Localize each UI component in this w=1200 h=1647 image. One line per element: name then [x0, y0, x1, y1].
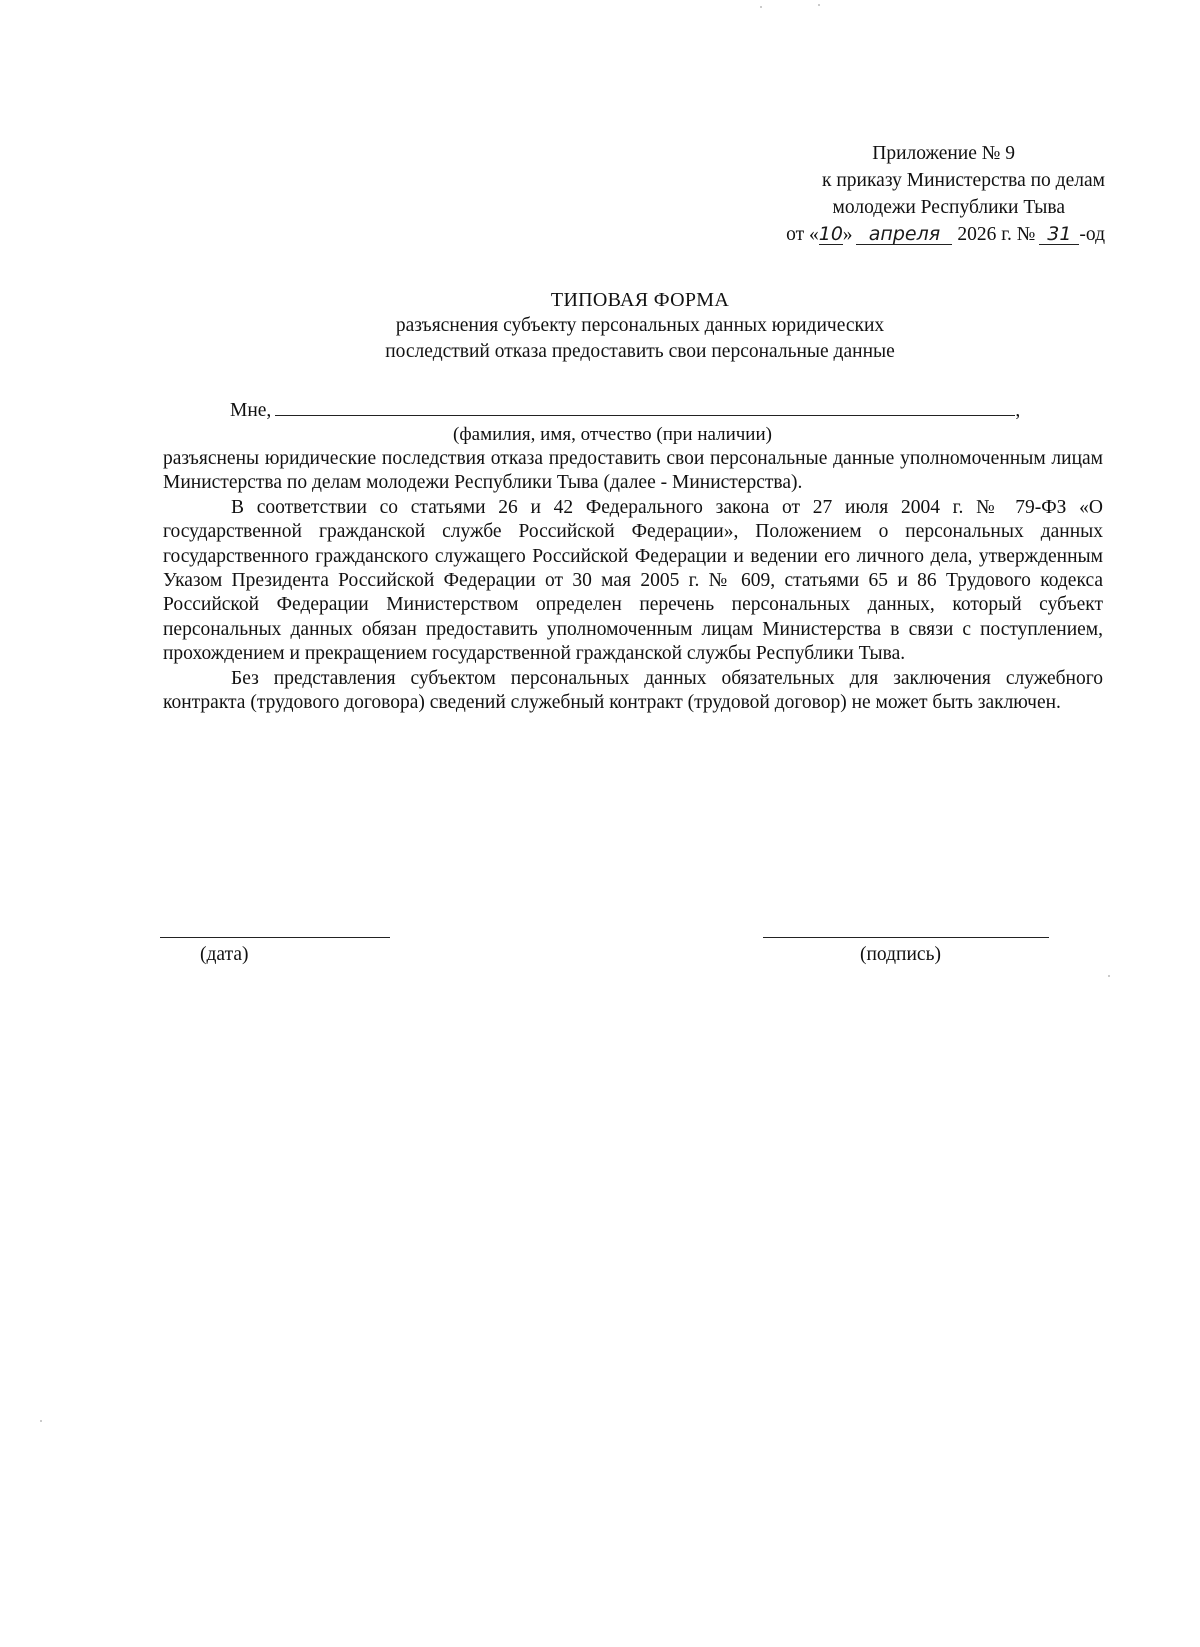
scan-speck: [760, 6, 762, 8]
body-text: [163, 447, 1103, 715]
paragraph-2: В соответствии со статьями 26 и 42 Федерального закона от 27 июля 2004 г. № 79-ФЗ «О государственной гражданской службе Российской Федерации», Положением о персональных данных государственного гражданского служащего Российской Федерации и ведении его личного дела, утвержденным Указом Президента Российской Федерации от 30 мая 2005 г. № 609, статьями 65 и 86 Трудового кодекса Российской Федерации Министерством определен перечень персональных данных, который субъект персональных данных обязан предоставить уполномоченным лицам Министерства в связи с поступлением, прохождением и прекращением государственной гражданской службы Республики Тыва.: [163, 496, 1103, 665]
date-year: 2026 г. №: [957, 224, 1036, 245]
fio-row: [230, 397, 1030, 424]
handwritten-order-number: 31: [1039, 224, 1079, 245]
appendix-number: Приложение № 9: [872, 143, 1015, 164]
date-prefix: от «: [786, 224, 819, 245]
form-title-block: [0, 287, 1200, 365]
appendix-header: [685, 140, 1105, 248]
date-mid: »: [842, 224, 853, 245]
date-caption: (дата): [200, 944, 249, 965]
paragraph-1: разъяснены юридические последствия отказа предоставить свои персональные данные уполномоченным лицам Министерства по делам молодежи Республики Тыва (далее - Министерства).: [163, 448, 1103, 494]
scan-speck: [1108, 975, 1110, 977]
signature-caption: (подпись): [860, 944, 941, 965]
form-subtitle-line-2: последствий отказа предоставить свои персональные данные: [385, 341, 895, 362]
fio-blank-line: [275, 397, 1015, 416]
order-suffix: -од: [1079, 224, 1105, 245]
fio-prefix: Мне,: [230, 400, 272, 421]
signature-blank-line: [763, 937, 1049, 938]
scan-speck: [818, 4, 820, 6]
fio-caption-text: (фамилия, имя, отчество (при наличии): [453, 424, 772, 445]
scan-speck: [40, 1420, 42, 1422]
appendix-date-line: [685, 221, 1105, 248]
appendix-ministry: молодежи Республики Тыва: [832, 197, 1065, 218]
fio-suffix: ,: [1015, 400, 1021, 421]
form-subtitle-line-1: разъяснения субъекту персональных данных юридических: [395, 315, 885, 336]
date-blank-line: [160, 937, 390, 938]
fio-caption: [0, 423, 1200, 447]
paragraph-3: Без представления субъектом персональных данных обязательных для заключения служебного контракта (трудового договора) сведений служебный контракт (трудовой договор) не может быть заключен.: [163, 667, 1103, 714]
handwritten-month: апреля: [856, 224, 952, 245]
handwritten-day: 10: [818, 223, 843, 245]
form-title: ТИПОВАЯ ФОРМА: [550, 289, 730, 311]
appendix-order-ref: к приказу Министерства по делам: [822, 170, 1105, 191]
